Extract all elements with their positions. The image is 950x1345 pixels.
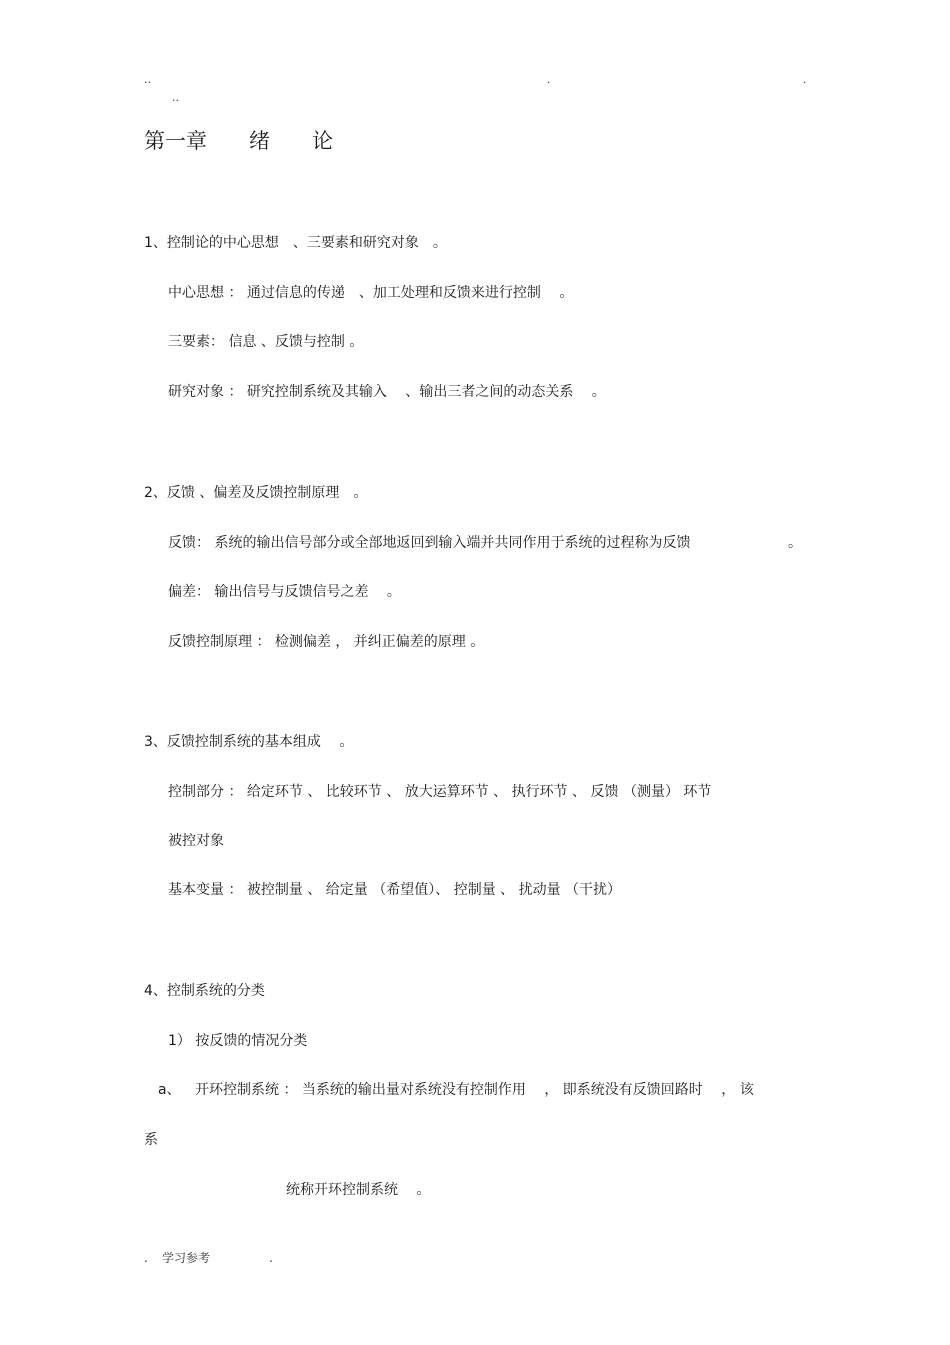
section-2-heading: 2、反馈 、偏差及反馈控制原理 。 [144,485,368,501]
section-1-line-1: 中心思想 ： 通过信息的传递 、加工处理和反馈来进行控制 。 [168,285,574,301]
footer-dot-left: . [144,1251,148,1265]
footer-dot-right: . [269,1251,273,1265]
section-3-line-1: 控制部分 ： 给定环节 、 比较环节 、 放大运算环节 、 执行环节 、 反馈 （测量） 环节 [168,784,712,800]
header-dots-left: .. [144,73,151,86]
header-dot-center: . [547,73,551,86]
section-4-item-a-wrap: 系 [144,1132,158,1148]
section-4-heading: 4、控制系统的分类 [144,983,265,999]
section-2-line-1-tail: 。 [788,535,802,551]
section-2-line-1: 反馈： 系统的输出信号部分或全部地返回到输入端并共同作用于系统的过程称为反馈 [168,535,691,551]
footer-text: 学习参考 [162,1251,211,1265]
section-3-line-3: 基本变量 ： 被控制量 、 给定量 （希望值）、 控制量 、 扰动量 （干扰） [168,882,622,898]
section-1-heading: 1、控制论的中心思想 、三要素和研究对象 。 [144,235,447,251]
section-4-item-a-continuation: 统称开环控制系统 。 [286,1182,431,1198]
section-2-line-2: 偏差： 输出信号与反馈信号之差 。 [168,584,401,600]
section-4-item-a-text: 开环控制系统 ： 当系统的输出量对系统没有控制作用 ， 即系统没有反馈回路时 ， 该 [195,1082,754,1098]
section-3-line-2: 被控对象 [168,833,224,849]
chapter-title: 第一章 绪 论 [144,129,333,153]
section-2-line-3: 反馈控制原理 ： 检测偏差 ， 并纠正偏差的原理 。 [168,634,485,650]
section-1-line-2: 三要素： 信息 、反馈与控制 。 [168,334,364,350]
section-4-subheading: 1） 按反馈的情况分类 [168,1033,308,1049]
section-4-item-a-label: a、 [158,1082,181,1098]
section-1-line-3: 研究对象 ： 研究控制系统及其输入 、输出三者之间的动态关系 。 [168,384,606,400]
header-dot-right: . [803,73,807,86]
header-dots-left-2: .. [172,91,179,104]
section-3-heading: 3、反馈控制系统的基本组成 。 [144,734,354,750]
